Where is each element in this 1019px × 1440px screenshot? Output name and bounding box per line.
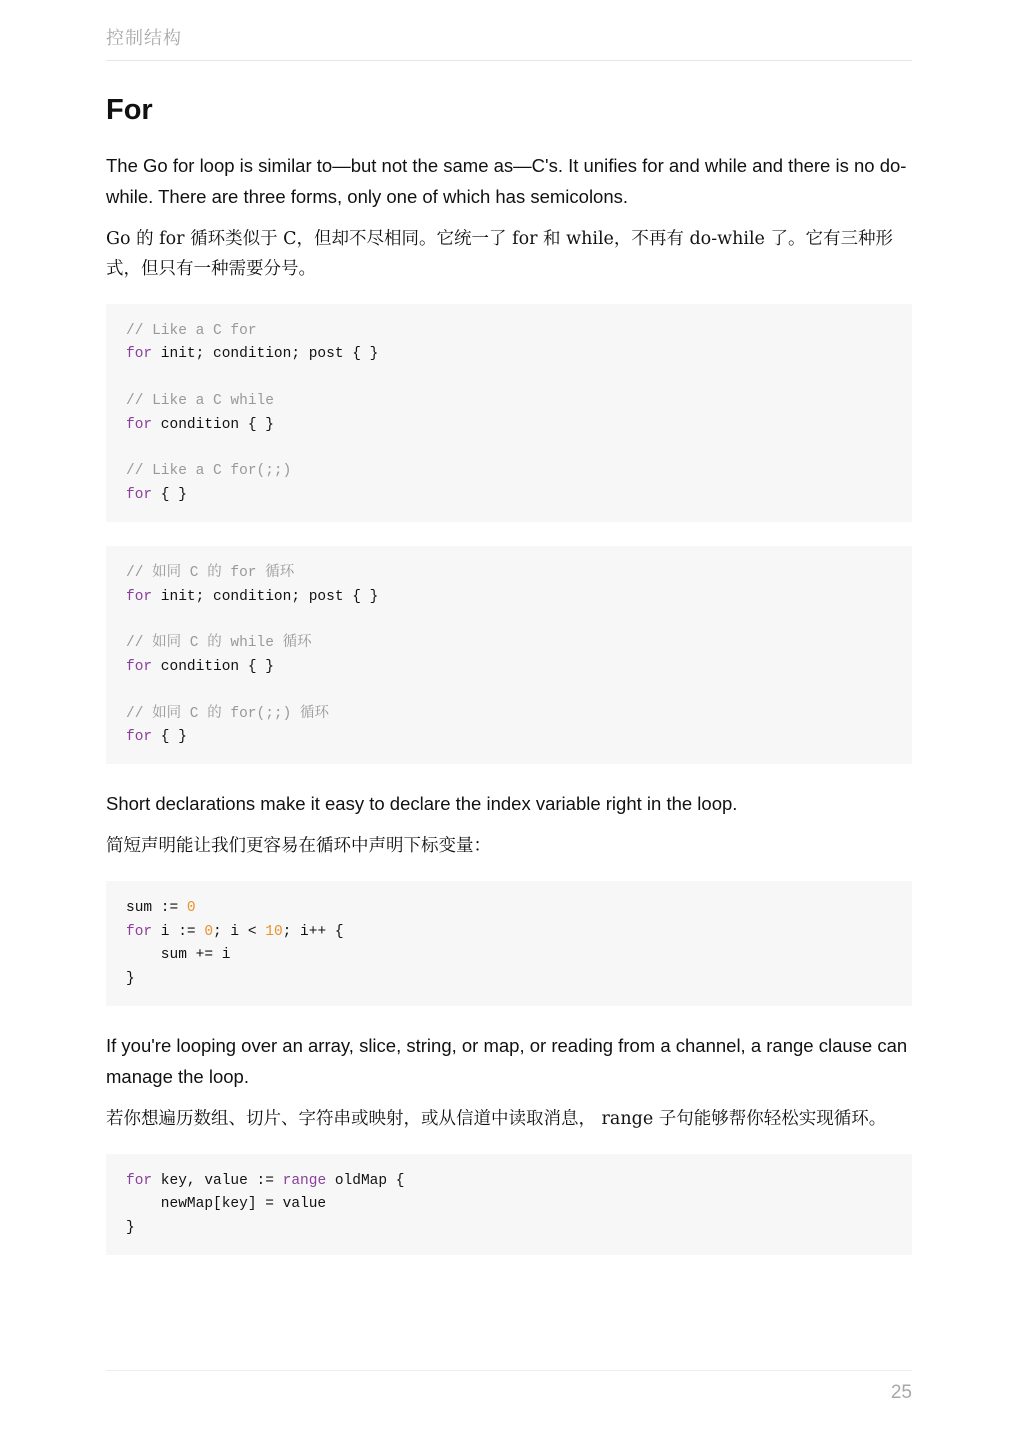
code-line xyxy=(126,1193,892,1216)
code-keyword: for xyxy=(126,923,153,940)
paragraph-range-clause-zh: 若你想遍历数组、切片、字符串或映射，或从信道中读取消息， range 子句能够帮你轻松实现循环。 xyxy=(106,1109,887,1130)
code-text: sum := xyxy=(126,900,187,917)
code-line xyxy=(126,1170,892,1193)
code-line xyxy=(126,414,892,437)
code-keyword: for xyxy=(126,729,153,746)
code-text: key, value := xyxy=(152,1173,283,1190)
running-header: 控制结构 xyxy=(106,28,182,49)
code-block-loop-forms-zh xyxy=(106,546,912,764)
footer-divider xyxy=(106,1370,912,1371)
page-content xyxy=(106,92,912,1279)
code-line xyxy=(126,437,892,460)
code-text: i := xyxy=(152,923,205,940)
paragraph-short-declarations-en: Short declarations make it easy to declare the index variable right in the loop. xyxy=(106,793,738,815)
code-keyword: for xyxy=(126,1173,153,1190)
paragraph-range-clause-en: If you're looping over an array, slice, string, or map, or reading from a channel, a range clause can manage the loop. xyxy=(106,1035,908,1088)
code-number: 0 xyxy=(186,900,196,917)
code-keyword: range xyxy=(282,1173,327,1190)
code-line xyxy=(126,484,892,507)
code-line xyxy=(126,390,892,413)
code-text: init; condition; post { } xyxy=(152,346,379,363)
code-comment: // 如同 C 的 for 循环 xyxy=(126,565,295,582)
code-comment: // Like a C while xyxy=(126,393,274,410)
page-number: 25 xyxy=(890,1382,912,1403)
code-keyword: for xyxy=(126,588,153,605)
code-text: condition { } xyxy=(152,416,274,433)
code-text: sum += i xyxy=(126,947,231,964)
code-block-range-loop xyxy=(106,1154,912,1255)
code-line xyxy=(126,1217,892,1240)
code-line xyxy=(126,703,892,726)
code-text: { } xyxy=(152,486,187,503)
code-line xyxy=(126,460,892,483)
code-line xyxy=(126,726,892,749)
code-line xyxy=(126,367,892,390)
code-text: ; i < xyxy=(213,923,266,940)
code-comment: // 如同 C 的 for(;;) 循环 xyxy=(126,705,330,722)
header-divider xyxy=(106,60,912,61)
code-line xyxy=(126,944,892,967)
code-line xyxy=(126,921,892,944)
code-text: condition { } xyxy=(152,658,274,675)
code-number: 0 xyxy=(204,923,214,940)
code-line xyxy=(126,656,892,679)
code-text: newMap[key] = value xyxy=(126,1196,327,1213)
code-comment: // Like a C for xyxy=(126,323,257,339)
code-line xyxy=(126,562,892,585)
code-comment: // Like a C for(;;) xyxy=(126,463,292,480)
code-text: oldMap { xyxy=(326,1173,405,1190)
code-number: 10 xyxy=(265,923,283,940)
paragraph-short-declarations-zh: 简短声明能让我们更容易在循环中声明下标变量： xyxy=(106,836,491,857)
code-keyword: for xyxy=(126,486,153,503)
code-line xyxy=(126,320,892,343)
code-text: } xyxy=(126,1219,135,1236)
section-heading: For xyxy=(106,94,153,126)
code-line xyxy=(126,586,892,609)
code-text: init; condition; post { } xyxy=(152,588,379,605)
paragraph-for-intro-en: The Go for loop is similar to—but not the same as—C's. It unifies for and while and there is no do-while. There are three forms, only one of which has semicolons. xyxy=(106,155,907,207)
code-line xyxy=(126,343,892,366)
code-keyword: for xyxy=(126,658,153,675)
code-text: ; i++ { xyxy=(282,923,344,940)
code-line xyxy=(126,679,892,702)
code-keyword: for xyxy=(126,416,153,433)
paragraph-for-intro-zh: Go 的 for 循环类似于 C，但却不尽相同。它统一了 for 和 while，不再有 do-while 了。它有三种形式，但只有一种需要分号。 xyxy=(106,229,893,279)
code-line xyxy=(126,968,892,991)
code-comment: // 如同 C 的 while 循环 xyxy=(126,635,312,652)
code-line xyxy=(126,632,892,655)
code-keyword: for xyxy=(126,346,153,363)
code-text: { } xyxy=(152,729,187,746)
code-text: } xyxy=(126,970,135,987)
code-block-sum-loop xyxy=(106,881,912,1006)
code-line xyxy=(126,897,892,920)
code-block-loop-forms-en xyxy=(106,304,912,522)
code-line xyxy=(126,609,892,632)
